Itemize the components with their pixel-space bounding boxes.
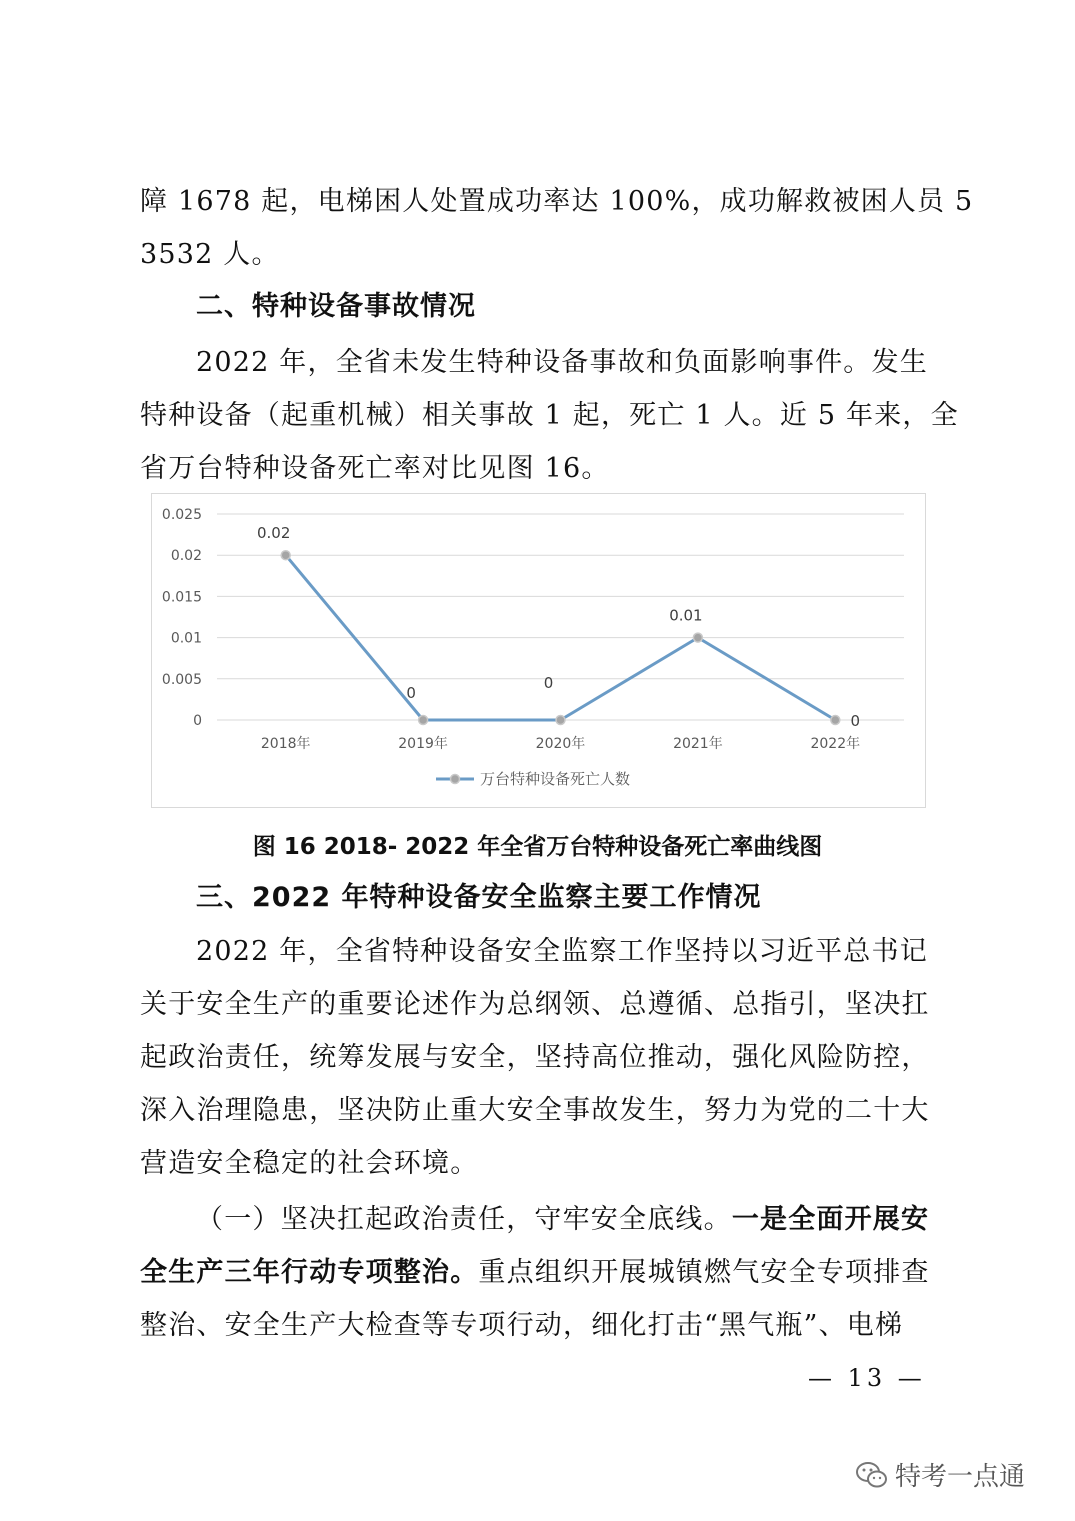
bold-text: 全生产三年行动专项整治。 <box>140 1257 479 1288</box>
data-label: 0.01 <box>669 606 703 625</box>
paragraph-3 <box>140 925 935 1190</box>
data-point <box>281 551 290 560</box>
paragraph-1 <box>140 175 974 281</box>
x-tick-label: 2022年 <box>810 736 861 752</box>
text-line <box>140 1193 935 1246</box>
x-tick-label: 2019年 <box>398 736 448 752</box>
data-label: 0 <box>850 712 861 730</box>
text-line: 深入治理隐患，坚决防止重大安全事故发生，努力为党的二十大 <box>140 1095 930 1126</box>
chart-grid <box>217 514 904 720</box>
watermark-text: 特考一点通 <box>895 1462 1026 1492</box>
y-tick-label: 0 <box>193 713 202 729</box>
x-tick-label: 2021年 <box>673 736 723 752</box>
y-tick-label: 0.01 <box>170 630 202 647</box>
line-chart <box>152 494 925 807</box>
text-line: 特种设备（起重机械）相关事故 1 起，死亡 1 人。近 5 年来，全 <box>140 400 959 431</box>
wechat-icon <box>855 1460 889 1490</box>
text-line: 起政治责任，统筹发展与安全，坚持高位推动，强化风险防控， <box>140 1042 930 1073</box>
text-line <box>140 1246 935 1299</box>
text-line: 整治、安全生产大检查等专项行动，细化打击“黑气瓶”、电梯 <box>140 1310 904 1341</box>
bold-text: 一是全面开展安 <box>731 1204 930 1235</box>
x-axis-ticks <box>261 735 860 752</box>
x-tick-label: 2020年 <box>535 736 586 752</box>
y-tick-label: 0.025 <box>161 507 202 523</box>
paragraph-4 <box>140 1193 935 1352</box>
inline-text: （一）坚决扛起政治责任，守牢安全底线。 <box>196 1204 732 1235</box>
data-label: 0 <box>406 684 416 702</box>
y-axis-ticks <box>162 507 202 729</box>
chart-container <box>151 493 926 808</box>
y-tick-label: 0.015 <box>161 589 202 606</box>
text-line: 2022 年，全省未发生特种设备事故和负面影响事件。发生 <box>196 347 928 378</box>
chart-legend <box>436 770 630 788</box>
text-line: 3532 人。 <box>140 239 280 270</box>
legend-marker <box>451 775 460 784</box>
paragraph-2 <box>140 336 959 495</box>
data-label: 0 <box>543 674 554 692</box>
data-point <box>556 716 565 725</box>
x-tick-label: 2018年 <box>260 736 311 752</box>
section-heading-2: 二、特种设备事故情况 <box>196 291 476 322</box>
data-point <box>693 633 702 642</box>
inline-text: 重点组织开展城镇燃气安全专项排查 <box>478 1257 930 1288</box>
figure-caption: 图 16 2018- 2022 年全省万台特种设备死亡率曲线图 <box>252 834 823 860</box>
text-line: 障 1678 起，电梯困人处置成功率达 100%，成功解救被困人员 5 <box>140 186 974 217</box>
text-line: 省万台特种设备死亡率对比见图 16。 <box>140 453 610 484</box>
watermark <box>855 1456 1025 1493</box>
page-number: — 13 — <box>808 1364 926 1392</box>
text-line: 2022 年，全省特种设备安全监察工作坚持以习近平总书记 <box>196 936 928 967</box>
y-tick-label: 0.02 <box>170 548 202 565</box>
data-point <box>419 716 428 725</box>
legend-label: 万台特种设备死亡人数 <box>480 770 631 788</box>
data-label: 0.02 <box>256 524 291 543</box>
section-heading-3: 三、2022 年特种设备安全监察主要工作情况 <box>196 882 762 913</box>
y-tick-label: 0.005 <box>161 671 202 688</box>
text-line: 营造安全稳定的社会环境。 <box>140 1148 479 1179</box>
text-line: 关于安全生产的重要论述作为总纲领、总遵循、总指引，坚决扛 <box>140 989 930 1020</box>
data-point <box>831 716 840 725</box>
